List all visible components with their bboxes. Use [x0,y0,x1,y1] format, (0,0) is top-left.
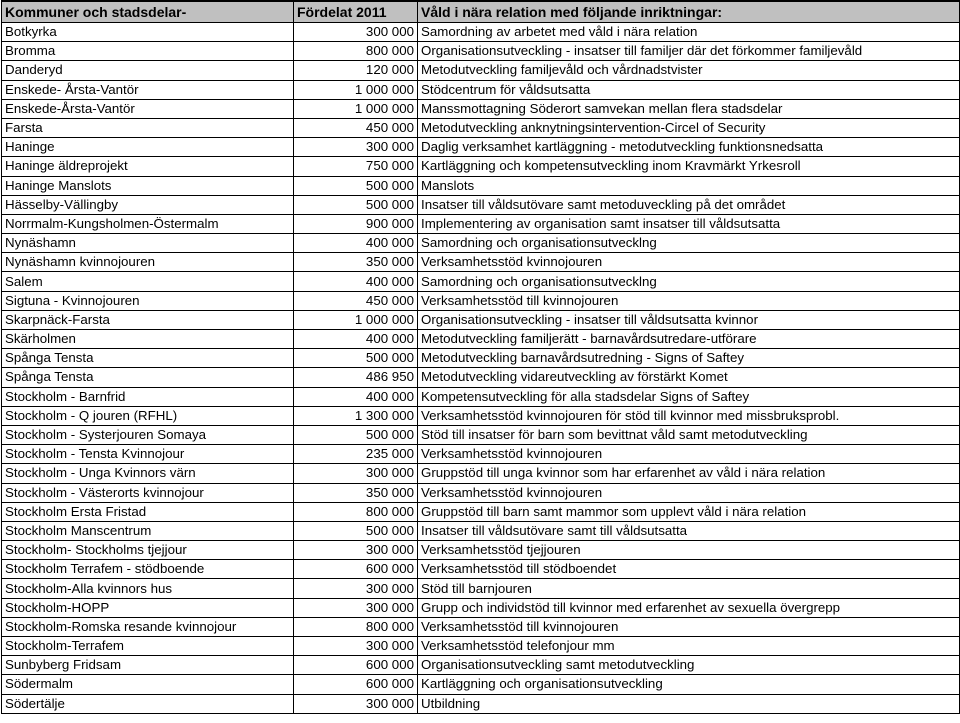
amount-cell: 235 000 [294,445,418,464]
description-cell: Implementering av organisation samt insatser till våldsutsatta [418,214,960,233]
municipality-cell: Stockholm - Systerjouren Somaya [2,425,294,444]
table-row [2,425,960,444]
description-cell: Samordning av arbetet med våld i nära relation [418,23,960,42]
municipality-cell: Stockholm-Romska resande kvinnojour [2,617,294,636]
municipality-cell: Skärholmen [2,330,294,349]
table-row [2,80,960,99]
table-row [2,253,960,272]
amount-cell: 600 000 [294,560,418,579]
description-cell: Verksamhetsstöd till kvinnojouren [418,617,960,636]
description-cell: Manssmottagning Söderort samvekan mellan flera stadsdelar [418,99,960,118]
amount-cell: 450 000 [294,118,418,137]
header-row [2,1,960,23]
table-row [2,560,960,579]
description-cell: Kartläggning och kompetensutveckling inom Kravmärkt Yrkesroll [418,157,960,176]
table-row [2,157,960,176]
municipality-cell: Stockholm-Alla kvinnors hus [2,579,294,598]
amount-cell: 800 000 [294,617,418,636]
table-row [2,195,960,214]
municipality-cell: Farsta [2,118,294,137]
municipality-cell: Stockholm - Unga Kvinnors värn [2,464,294,483]
description-cell: Metodutveckling familjerätt - barnavårdsutredare-utförare [418,330,960,349]
table-row [2,598,960,617]
amount-cell: 1 300 000 [294,406,418,425]
amount-cell: 350 000 [294,483,418,502]
table-row [2,99,960,118]
description-cell: Metodutveckling barnavårdsutredning - Signs of Saftey [418,349,960,368]
description-cell: Verksamhetsstöd tjejjouren [418,541,960,560]
table-row [2,675,960,694]
municipality-cell: Danderyd [2,61,294,80]
table-row [2,694,960,713]
table-row [2,502,960,521]
amount-cell: 300 000 [294,579,418,598]
amount-cell: 750 000 [294,157,418,176]
amount-cell: 400 000 [294,330,418,349]
description-cell: Organisationsutveckling - insatser till familjer där det förkommer familjevåld [418,42,960,61]
table-row [2,214,960,233]
amount-cell: 600 000 [294,656,418,675]
amount-cell: 350 000 [294,253,418,272]
amount-cell: 120 000 [294,61,418,80]
table-row [2,656,960,675]
table-row [2,445,960,464]
municipality-cell: Södertälje [2,694,294,713]
description-cell: Verksamhetsstöd kvinnojouren [418,253,960,272]
description-cell: Insatser till våldsutövare samt metoduveckling på det området [418,195,960,214]
table-row [2,272,960,291]
amount-cell: 500 000 [294,176,418,195]
description-cell: Samordning och organisationsutvecklng [418,234,960,253]
municipality-cell: Haninge äldreprojekt [2,157,294,176]
municipality-cell: Stockholm - Q jouren (RFHL) [2,406,294,425]
table-row [2,464,960,483]
amount-cell: 500 000 [294,521,418,540]
municipality-cell: Nynäshamn kvinnojouren [2,253,294,272]
municipality-cell: Södermalm [2,675,294,694]
description-cell: Gruppstöd till unga kvinnor som har erfarenhet av våld i nära relation [418,464,960,483]
amount-cell: 500 000 [294,425,418,444]
municipality-cell: Sunbyberg Fridsam [2,656,294,675]
amount-cell: 800 000 [294,502,418,521]
table-row [2,521,960,540]
amount-cell: 1 000 000 [294,310,418,329]
description-cell: Verksamhetsstöd kvinnojouren [418,483,960,502]
amount-cell: 1 000 000 [294,80,418,99]
amount-cell: 450 000 [294,291,418,310]
amount-cell: 400 000 [294,234,418,253]
allocation-table [1,0,960,714]
description-cell: Stödcentrum för våldsutsatta [418,80,960,99]
amount-cell: 300 000 [294,464,418,483]
table-row [2,387,960,406]
description-cell: Samordning och organisationsutvecklng [418,272,960,291]
amount-cell: 400 000 [294,387,418,406]
amount-cell: 300 000 [294,23,418,42]
description-cell: Metodutveckling vidareutveckling av förstärkt Komet [418,368,960,387]
description-cell: Grupp och individstöd till kvinnor med erfarenhet av sexuella övergrepp [418,598,960,617]
municipality-cell: Skarpnäck-Farsta [2,310,294,329]
municipality-cell: Botkyrka [2,23,294,42]
amount-cell: 500 000 [294,349,418,368]
table-row [2,541,960,560]
table-row [2,368,960,387]
description-cell: Utbildning [418,694,960,713]
description-cell: Daglig verksamhet kartläggning - metodutveckling funktionsnedsatta [418,138,960,157]
table-row [2,330,960,349]
description-cell: Kompetensutveckling för alla stadsdelar Signs of Saftey [418,387,960,406]
description-cell: Verksamhetsstöd kvinnojouren [418,445,960,464]
description-cell: Manslots [418,176,960,195]
description-cell: Kartläggning och organisationsutveckling [418,675,960,694]
table-row [2,234,960,253]
header-municipality: Kommuner och stadsdelar- [2,1,294,23]
amount-cell: 900 000 [294,214,418,233]
amount-cell: 486 950 [294,368,418,387]
amount-cell: 500 000 [294,195,418,214]
municipality-cell: Nynäshamn [2,234,294,253]
description-cell: Metodutveckling anknytningsintervention-Circel of Security [418,118,960,137]
header-allocated: Fördelat 2011 [294,1,418,23]
table-row [2,310,960,329]
description-cell: Insatser till våldsutövare samt till våldsutsatta [418,521,960,540]
amount-cell: 300 000 [294,541,418,560]
municipality-cell: Stockholm Ersta Fristad [2,502,294,521]
municipality-cell: Stockholm-Terrafem [2,637,294,656]
municipality-cell: Sigtuna - Kvinnojouren [2,291,294,310]
municipality-cell: Spånga Tensta [2,349,294,368]
table-row [2,349,960,368]
amount-cell: 300 000 [294,637,418,656]
municipality-cell: Stockholm - Tensta Kvinnojour [2,445,294,464]
table-row [2,483,960,502]
description-cell: Stöd till barnjouren [418,579,960,598]
municipality-cell: Stockholm- Stockholms tjejjour [2,541,294,560]
municipality-cell: Stockholm-HOPP [2,598,294,617]
header-description: Våld i nära relation med följande inriktningar: [418,1,960,23]
table-row [2,61,960,80]
description-cell: Gruppstöd till barn samt mammor som upplevt våld i nära relation [418,502,960,521]
municipality-cell: Salem [2,272,294,291]
description-cell: Stöd till insatser för barn som bevittnat våld samt metodutveckling [418,425,960,444]
municipality-cell: Norrmalm-Kungsholmen-Östermalm [2,214,294,233]
amount-cell: 300 000 [294,694,418,713]
municipality-cell: Bromma [2,42,294,61]
table-row [2,579,960,598]
amount-cell: 600 000 [294,675,418,694]
description-cell: Metodutveckling familjevåld och vårdnadstvister [418,61,960,80]
table-row [2,118,960,137]
table-row [2,617,960,636]
amount-cell: 800 000 [294,42,418,61]
municipality-cell: Hässelby-Vällingby [2,195,294,214]
amount-cell: 400 000 [294,272,418,291]
municipality-cell: Enskede- Årsta-Vantör [2,80,294,99]
table-row [2,291,960,310]
amount-cell: 1 000 000 [294,99,418,118]
description-cell: Verksamhetsstöd till stödboendet [418,560,960,579]
table-row [2,406,960,425]
municipality-cell: Enskede-Årsta-Vantör [2,99,294,118]
municipality-cell: Spånga Tensta [2,368,294,387]
amount-cell: 300 000 [294,598,418,617]
table-row [2,138,960,157]
description-cell: Organisationsutveckling - insatser till våldsutsatta kvinnor [418,310,960,329]
description-cell: Verksamhetsstöd kvinnojouren för stöd till kvinnor med missbruksprobl. [418,406,960,425]
table-row [2,23,960,42]
description-cell: Verksamhetsstöd telefonjour mm [418,637,960,656]
amount-cell: 300 000 [294,138,418,157]
table-row [2,637,960,656]
description-cell: Organisationsutveckling samt metodutveckling [418,656,960,675]
municipality-cell: Haninge Manslots [2,176,294,195]
description-cell: Verksamhetsstöd till kvinnojouren [418,291,960,310]
table-row [2,176,960,195]
municipality-cell: Haninge [2,138,294,157]
table-row [2,42,960,61]
municipality-cell: Stockholm - Barnfrid [2,387,294,406]
municipality-cell: Stockholm Terrafem - stödboende [2,560,294,579]
municipality-cell: Stockholm Manscentrum [2,521,294,540]
municipality-cell: Stockholm - Västerorts kvinnojour [2,483,294,502]
